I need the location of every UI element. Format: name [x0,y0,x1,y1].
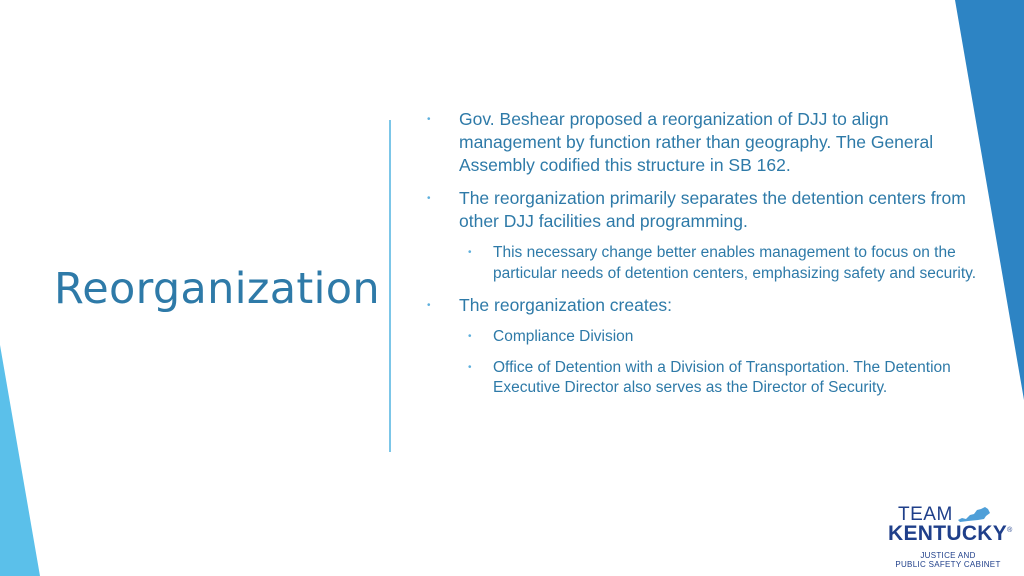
team-kentucky-logo [886,504,1013,570]
logo-team-text: TEAM [898,504,953,525]
bullet-dot: • [468,247,472,258]
vertical-divider [389,120,391,452]
bullet-text: The reorganization creates: [459,295,673,315]
logo-subtitle-line2: PUBLIC SAFETY CABINET [895,560,1001,569]
bullet-item [424,108,984,177]
sub-bullet-item [424,243,984,284]
bullet-item [424,187,984,233]
bullet-item [424,294,984,317]
bullet-text: The reorganization primarily separates the detention centers from other DJJ facilities and programming. [459,188,966,231]
bullet-text: This necessary change better enables management to focus on the particular needs of detention centers, emphasizing safety and security. [493,244,977,282]
slide-title: Reorganization [54,264,380,314]
bullet-dot: • [427,300,431,311]
bullet-text: Compliance Division [493,328,634,345]
bullet-dot: • [468,361,472,373]
bullet-text: Office of Detention with a Division of Transportation. The Detention Executive Director also serves as the Director of Security. [493,358,951,396]
logo-kentucky-text: KENTUCKY® [888,522,1013,545]
bullet-dot: • [468,331,472,342]
left-accent-shape [0,345,40,576]
bullet-list [424,108,984,409]
bullet-dot: • [427,193,431,204]
logo-subtitle-line1: JUSTICE AND [920,551,976,560]
sub-bullet-item [424,358,984,399]
bullet-dot: • [427,114,431,125]
sub-bullet-item [424,327,984,348]
bullet-text: Gov. Beshear proposed a reorganization of DJJ to align management by function rather than geography. The General Assembly codified this structure in SB 162. [459,109,934,175]
